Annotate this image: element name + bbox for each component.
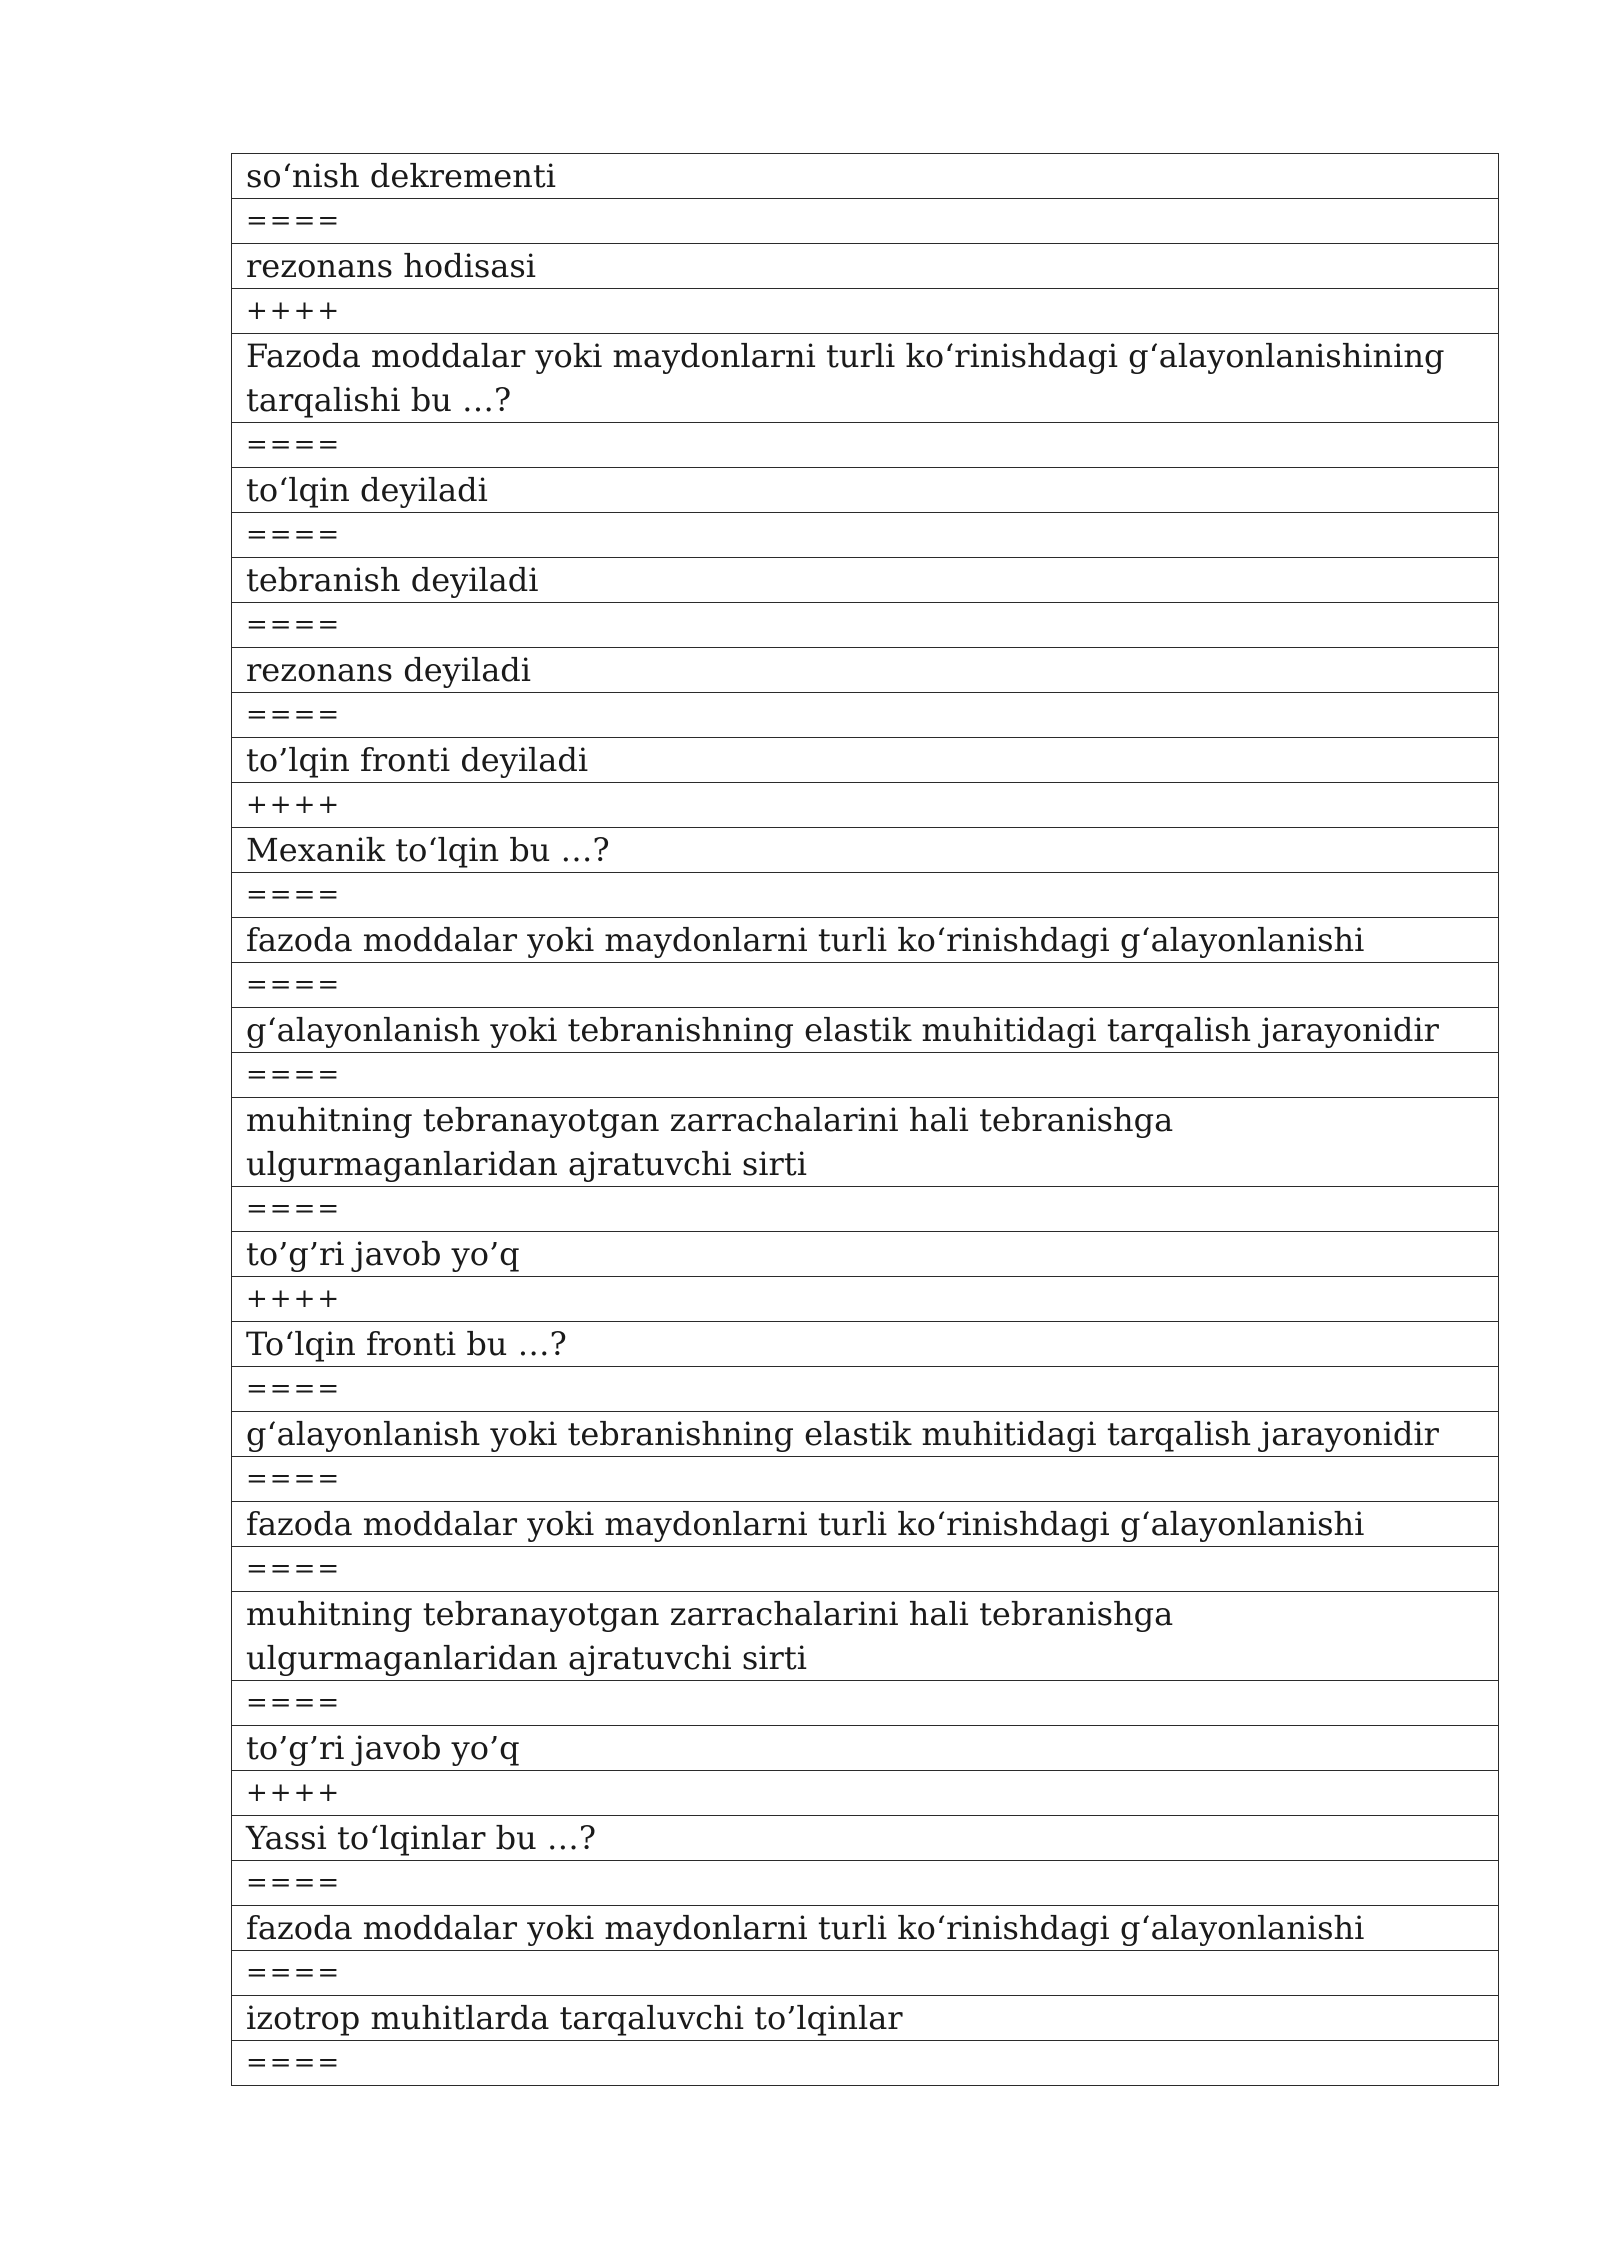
separator-row <box>232 1681 1499 1726</box>
separator-row <box>232 423 1499 468</box>
answer-row <box>232 154 1499 199</box>
question-cell: Fazoda moddalar yoki maydonlarni turli ko‘rinishdagi g‘alayonlanishining tarqalishi bu …? <box>232 334 1499 423</box>
separator-row <box>232 1187 1499 1232</box>
separator-row <box>232 1367 1499 1412</box>
answer-cell: g‘alayonlanish yoki tebranishning elastik muhitidagi tarqalish jarayonidir <box>232 1412 1499 1457</box>
answer-cell: rezonans deyiladi <box>232 648 1499 693</box>
separator-row <box>232 783 1499 828</box>
separator-cell: ==== <box>232 963 1499 1008</box>
answer-cell: to‘lqin deyiladi <box>232 468 1499 513</box>
separator-row <box>232 693 1499 738</box>
separator-row <box>232 603 1499 648</box>
answer-row <box>232 244 1499 289</box>
answer-row <box>232 1996 1499 2041</box>
answer-cell: fazoda moddalar yoki maydonlarni turli ko‘rinishdagi g‘alayonlanishi <box>232 1906 1499 1951</box>
answer-row <box>232 1008 1499 1053</box>
separator-cell: ==== <box>232 1457 1499 1502</box>
question-cell: To‘lqin fronti bu …? <box>232 1322 1499 1367</box>
table-body <box>232 154 1499 2086</box>
question-row <box>232 334 1499 423</box>
separator-row <box>232 1053 1499 1098</box>
answer-cell: fazoda moddalar yoki maydonlarni turli ko‘rinishdagi g‘alayonlanishi <box>232 918 1499 963</box>
separator-cell: ==== <box>232 1053 1499 1098</box>
separator-row <box>232 289 1499 334</box>
separator-row <box>232 1277 1499 1322</box>
separator-row <box>232 1547 1499 1592</box>
separator-cell: ++++ <box>232 783 1499 828</box>
separator-row <box>232 873 1499 918</box>
answer-cell: to’g’ri javob yo’q <box>232 1232 1499 1277</box>
separator-cell: ==== <box>232 693 1499 738</box>
answer-cell: to’g’ri javob yo’q <box>232 1726 1499 1771</box>
separator-row <box>232 1457 1499 1502</box>
answer-cell: muhitning tebranayotgan zarrachalarini hali tebranishga ulgurmaganlaridan ajratuvchi sirti <box>232 1592 1499 1681</box>
answer-cell: so‘nish dekrementi <box>232 154 1499 199</box>
question-row <box>232 828 1499 873</box>
separator-cell: ++++ <box>232 1771 1499 1816</box>
answer-cell: izotrop muhitlarda tarqaluvchi to’lqinlar <box>232 1996 1499 2041</box>
separator-cell: ==== <box>232 1367 1499 1412</box>
separator-cell: ==== <box>232 1681 1499 1726</box>
separator-cell: ==== <box>232 1861 1499 1906</box>
answer-cell: muhitning tebranayotgan zarrachalarini hali tebranishga ulgurmaganlaridan ajratuvchi sirti <box>232 1098 1499 1187</box>
separator-cell: ==== <box>232 513 1499 558</box>
separator-row <box>232 2041 1499 2086</box>
separator-cell: ==== <box>232 423 1499 468</box>
separator-cell: ++++ <box>232 1277 1499 1322</box>
answer-cell: g‘alayonlanish yoki tebranishning elastik muhitidagi tarqalish jarayonidir <box>232 1008 1499 1053</box>
answer-row <box>232 1232 1499 1277</box>
question-cell: Yassi to‘lqinlar bu …? <box>232 1816 1499 1861</box>
separator-row <box>232 1771 1499 1816</box>
answer-row <box>232 648 1499 693</box>
separator-row <box>232 1951 1499 1996</box>
answer-row <box>232 1412 1499 1457</box>
separator-cell: ==== <box>232 199 1499 244</box>
separator-cell: ==== <box>232 603 1499 648</box>
test-questions-table <box>231 153 1499 2086</box>
answer-row <box>232 738 1499 783</box>
answer-row <box>232 1098 1499 1187</box>
answer-row <box>232 1502 1499 1547</box>
question-row <box>232 1816 1499 1861</box>
separator-row <box>232 1861 1499 1906</box>
separator-cell: ==== <box>232 1187 1499 1232</box>
answer-cell: fazoda moddalar yoki maydonlarni turli ko‘rinishdagi g‘alayonlanishi <box>232 1502 1499 1547</box>
separator-cell: ==== <box>232 2041 1499 2086</box>
separator-row <box>232 199 1499 244</box>
separator-cell: ==== <box>232 1547 1499 1592</box>
answer-row <box>232 1906 1499 1951</box>
separator-cell: ++++ <box>232 289 1499 334</box>
separator-cell: ==== <box>232 1951 1499 1996</box>
separator-cell: ==== <box>232 873 1499 918</box>
answer-cell: tebranish deyiladi <box>232 558 1499 603</box>
separator-row <box>232 963 1499 1008</box>
answer-cell: to’lqin fronti deyiladi <box>232 738 1499 783</box>
question-row <box>232 1322 1499 1367</box>
question-cell: Mexanik to‘lqin bu …? <box>232 828 1499 873</box>
answer-row <box>232 558 1499 603</box>
separator-row <box>232 513 1499 558</box>
answer-row <box>232 1592 1499 1681</box>
answer-cell: rezonans hodisasi <box>232 244 1499 289</box>
answer-row <box>232 468 1499 513</box>
answer-row <box>232 1726 1499 1771</box>
answer-row <box>232 918 1499 963</box>
